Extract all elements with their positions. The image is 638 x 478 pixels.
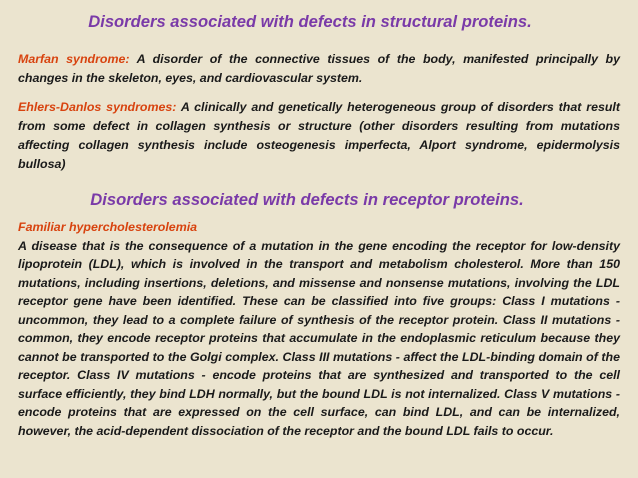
text-marfan: A disorder of the connective tissues of the body, manifested principally by changes in the skeleton, eyes, and cardiovascular system.: [18, 52, 620, 85]
text-ehlers-danlos: A clinically and genetically heterogeneous group of disorders that result from some defect in collagen synthesis or structure (other disorders resulting from mutations affecting collagen synthesis include osteogenesis imperfecta, Alport syndrome, epidermolysis bullosa): [18, 100, 620, 171]
paragraph-ehlers-danlos: [18, 98, 620, 174]
text-familial-hypercholesterolemia: A disease that is the consequence of a mutation in the gene encoding the receptor for low-density lipoprotein (LDL), which is involved in the transport and metabolism cholesterol. More than 150 mutations, including insertions, deletions, and missense and nonsense mutations, involving the LDL receptor gene have been identified. These can be classified into five groups: Class I mutations - uncommon, they lead to a complete failure of synthesis of the receptor protein. Class II mutations - common, they encode receptor proteins that accumulate in the endoplasmic reticulum because they cannot be transported to the Golgi complex. Class III mutations - affect the LDL-binding domain of the receptor. Class IV mutations - encode proteins that are synthesized and transported to the cell surface efficiently, they bind LDH normally, but the bound LDL is not internalized. Class V mutations - encode proteins that are expressed on the cell surface, can bind LDL, and can be internalized, however, the acid-dependent dissociation of the receptor and the bound LDL fails to occur.: [18, 238, 620, 438]
heading-receptor-proteins: Disorders associated with defects in receptor proteins.: [90, 190, 524, 209]
heading-structural-proteins: Disorders associated with defects in structural proteins.: [88, 12, 532, 31]
paragraph-familial-hypercholesterolemia: [18, 218, 620, 440]
term-marfan: Marfan syndrome:: [18, 52, 130, 66]
term-ehlers-danlos: Ehlers-Danlos syndromes:: [18, 100, 177, 114]
term-familial-hypercholesterolemia: Familiar hypercholesterolemia: [18, 220, 198, 234]
paragraph-marfan: [18, 50, 620, 88]
